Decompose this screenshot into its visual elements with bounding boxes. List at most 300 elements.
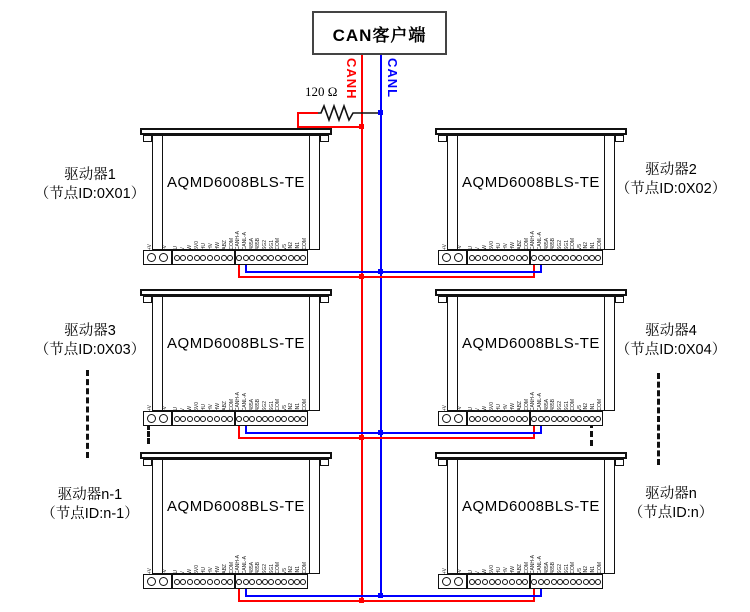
terminal-screw — [489, 255, 495, 261]
driver-node-id: （节点ID:0X01） — [34, 186, 146, 202]
pin-label — [557, 222, 564, 250]
pin-label — [193, 222, 200, 250]
terminal-screw — [147, 253, 156, 262]
terminal-screw — [174, 255, 180, 261]
pin-label — [537, 222, 544, 250]
pin-label-text: W — [481, 569, 488, 574]
terminal-screw — [214, 416, 220, 422]
pin-label-text: ABZ — [516, 564, 523, 574]
pin-label — [193, 383, 200, 411]
canl-label: CANL — [385, 58, 400, 99]
terminal-screw — [522, 255, 528, 261]
pin-label-text: SG2 — [556, 239, 563, 250]
terminal-screw — [576, 255, 582, 261]
terminal-screw — [221, 255, 227, 261]
pin-label — [179, 222, 186, 250]
driver-flange-bracket-left — [143, 135, 152, 142]
pin-label — [516, 222, 523, 250]
terminal-screw — [194, 579, 200, 585]
pin-label — [550, 546, 557, 574]
terminal-screw — [531, 255, 537, 261]
terminal-screw — [475, 255, 481, 261]
terminal-screw — [557, 255, 563, 261]
pin-label-text: W — [481, 245, 488, 250]
terminal-block-motor — [467, 250, 530, 265]
terminal-screw — [243, 579, 249, 585]
pin-label — [288, 222, 295, 250]
driver-node-id: （节点ID:n-1） — [41, 506, 139, 522]
pin-label-text: IN1 — [295, 403, 302, 411]
pin-label-group-signal — [530, 383, 603, 411]
terminal-screw — [495, 579, 501, 585]
pin-label-text: 485A — [248, 238, 255, 250]
canl-junction-dot — [378, 593, 383, 598]
terminal-screw — [262, 255, 268, 261]
canh-label: CANH — [344, 58, 359, 100]
continuation-dots-left-inner — [147, 424, 150, 444]
pin-label — [172, 383, 179, 411]
terminal-screw — [475, 579, 481, 585]
pin-label — [242, 383, 249, 411]
pin-label — [228, 222, 235, 250]
pin-label-text: CANH-A — [235, 230, 242, 250]
pin-label — [228, 383, 235, 411]
driver-flange-bracket-right — [615, 459, 624, 466]
pin-label-text: -V — [161, 245, 168, 250]
pin-label — [543, 546, 550, 574]
terminal-screw — [489, 416, 495, 422]
canh-bus-line — [361, 55, 363, 602]
terminal-screw — [538, 579, 544, 585]
terminal-screw — [522, 579, 528, 585]
pin-label-text: COM — [523, 238, 530, 250]
canh-junction-dot — [359, 435, 364, 440]
terminal-screw — [563, 255, 569, 261]
pin-label-text: V5 — [576, 404, 583, 411]
terminal-screw — [544, 255, 550, 261]
canh-tap-run — [238, 276, 535, 278]
pin-label — [523, 383, 530, 411]
pin-label — [268, 546, 275, 574]
pin-label-text: +V — [147, 567, 154, 574]
terminal-strip — [143, 411, 308, 426]
terminal-screw — [509, 255, 515, 261]
pin-label-text: COM — [275, 238, 282, 250]
pin-label-text: COM — [570, 238, 577, 250]
terminal-screw — [194, 416, 200, 422]
pin-label — [467, 383, 474, 411]
pin-label — [596, 222, 603, 250]
pin-label-text: CANL-A — [241, 392, 248, 411]
driver-node-id: （节点ID:0X02） — [615, 181, 727, 197]
pin-label-text: HU — [200, 242, 207, 250]
terminal-block-power — [143, 411, 172, 426]
pin-label — [235, 383, 242, 411]
pin-label-text: U — [172, 407, 179, 411]
terminal-block-motor — [467, 574, 530, 589]
pin-label — [537, 383, 544, 411]
terminal-screw — [531, 579, 537, 585]
pin-label — [158, 383, 173, 411]
pin-label — [158, 222, 173, 250]
pin-label — [550, 383, 557, 411]
pin-label — [453, 383, 468, 411]
terminal-screw — [187, 416, 193, 422]
pin-label-text: W — [186, 245, 193, 250]
terminal-strip — [438, 574, 603, 589]
canh-tap-run — [238, 437, 535, 439]
driver-model-label: AQMD6008BLS-TE — [462, 498, 600, 515]
pin-label-text: ABZ — [516, 401, 523, 411]
terminal-block-signal — [235, 574, 308, 589]
pin-label — [275, 546, 282, 574]
pin-label-text: 5V0 — [193, 241, 200, 250]
pin-label-text: +V — [442, 567, 449, 574]
pin-label — [268, 383, 275, 411]
terminal-screw — [454, 253, 463, 262]
terminal-screw — [576, 579, 582, 585]
terminal-screw — [469, 579, 475, 585]
pin-label-text: U — [172, 246, 179, 250]
canh-junction-dot — [359, 274, 364, 279]
driver-caption — [14, 322, 166, 360]
pin-label-group-power — [438, 222, 467, 250]
pin-label — [143, 222, 158, 250]
terminal-screw — [495, 255, 501, 261]
terminal-screw — [275, 416, 281, 422]
terminal-screw — [595, 579, 601, 585]
pin-label — [543, 383, 550, 411]
driver-name: 驱动器1 — [64, 167, 116, 183]
pin-label — [583, 383, 590, 411]
terminal-screw — [502, 255, 508, 261]
driver-flange-bracket-left — [143, 296, 152, 303]
pin-label-text: +V — [442, 243, 449, 250]
terminal-screw — [294, 255, 300, 261]
driver-side-rail-right — [309, 296, 320, 411]
terminal-screw — [159, 577, 168, 586]
driver-model-label: AQMD6008BLS-TE — [167, 174, 305, 191]
terminal-screw — [442, 577, 451, 586]
pin-label-text: 485A — [248, 562, 255, 574]
pin-label-text: W — [186, 406, 193, 411]
terminal-block-power — [438, 250, 467, 265]
pin-label — [295, 222, 302, 250]
terminal-screw — [227, 579, 233, 585]
pin-label-text: SG1 — [268, 400, 275, 411]
pin-label — [295, 383, 302, 411]
pin-label — [438, 546, 453, 574]
pin-label-text: HV — [502, 567, 509, 574]
terminal-screw — [268, 579, 274, 585]
terminal-screw — [174, 416, 180, 422]
continuation-dots-left-outer — [86, 370, 89, 458]
pin-label — [488, 222, 495, 250]
pin-label — [481, 546, 488, 574]
pin-label — [438, 222, 453, 250]
pin-label-text: V — [179, 407, 186, 411]
pin-label — [193, 546, 200, 574]
pin-label-text: IN1 — [590, 242, 597, 250]
pin-label — [583, 222, 590, 250]
pin-label-group-power — [143, 383, 172, 411]
terminal-screw — [256, 255, 262, 261]
terminal-screw — [207, 579, 213, 585]
pin-label-text: IN2 — [583, 403, 590, 411]
driver-flange-bracket-left — [438, 459, 447, 466]
terminal-screw — [288, 255, 294, 261]
pin-label-text: SG1 — [268, 563, 275, 574]
pin-label — [438, 383, 453, 411]
terminal-block-power — [438, 411, 467, 426]
pin-label-text: CANL-A — [241, 231, 248, 250]
pin-label-text: HV — [502, 404, 509, 411]
pin-label — [275, 383, 282, 411]
pin-label-text: HV — [207, 243, 214, 250]
pin-label-text: SG2 — [261, 400, 268, 411]
pin-label-text: SG2 — [261, 239, 268, 250]
canl-tap-run — [245, 432, 542, 434]
terminal-screw — [180, 255, 186, 261]
terminal-screw — [243, 416, 249, 422]
pin-label — [530, 383, 537, 411]
pin-label — [453, 546, 468, 574]
pin-label-group-signal — [235, 222, 308, 250]
pin-label-text: CANL-A — [536, 231, 543, 250]
terminal-screw — [207, 416, 213, 422]
pin-label-text: IN2 — [583, 242, 590, 250]
canl-tap-run — [245, 271, 542, 273]
terminal-screw — [249, 255, 255, 261]
pin-label-text: V — [179, 246, 186, 250]
terminal-screw — [538, 255, 544, 261]
terminal-block-motor — [172, 411, 235, 426]
terminal-screw — [262, 579, 268, 585]
pin-label-text: 5V0 — [488, 565, 495, 574]
pin-label — [255, 222, 262, 250]
terminal-screw — [595, 416, 601, 422]
pin-label-text: COM — [275, 399, 282, 411]
terminal-screw — [147, 577, 156, 586]
pin-label — [453, 222, 468, 250]
terminal-pin-labels — [438, 383, 603, 411]
pin-label — [557, 383, 564, 411]
pin-label — [596, 383, 603, 411]
pin-label-text: HW — [509, 402, 516, 411]
terminal-strip — [438, 411, 603, 426]
pin-label — [583, 546, 590, 574]
terminal-screw — [159, 414, 168, 423]
terminal-screw — [589, 255, 595, 261]
pin-label-text: 5V0 — [488, 402, 495, 411]
pin-label-text: COM — [523, 399, 530, 411]
pin-label-group-power — [438, 546, 467, 574]
terminal-screw — [583, 255, 589, 261]
pin-label-text: HV — [207, 567, 214, 574]
driver-top-flange — [140, 289, 332, 296]
pin-label — [550, 222, 557, 250]
pin-label — [570, 222, 577, 250]
driver-model-label: AQMD6008BLS-TE — [167, 335, 305, 352]
pin-label — [200, 222, 207, 250]
terminal-screw — [249, 579, 255, 585]
terminal-screw — [563, 579, 569, 585]
terminal-pin-labels — [143, 546, 308, 574]
pin-label — [516, 383, 523, 411]
terminal-strip — [143, 574, 308, 589]
pin-label-text: IN1 — [590, 566, 597, 574]
driver-caption — [595, 485, 747, 523]
pin-label-text: V5 — [281, 243, 288, 250]
terminal-screw — [236, 416, 242, 422]
pin-label — [255, 546, 262, 574]
terminal-screw — [281, 579, 287, 585]
resistor-zigzag — [318, 106, 356, 120]
pin-label-text: V — [474, 570, 481, 574]
pin-label-group-signal — [235, 546, 308, 574]
driver-flange-bracket-right — [320, 296, 329, 303]
terminal-screw — [531, 416, 537, 422]
terminal-screw — [180, 579, 186, 585]
pin-label-group-signal — [235, 383, 308, 411]
pin-label-group-motor — [467, 546, 530, 574]
terminal-screw — [300, 579, 306, 585]
pin-label — [481, 383, 488, 411]
pin-label-text: U — [172, 570, 179, 574]
pin-label — [262, 546, 269, 574]
pin-label — [186, 546, 193, 574]
pin-label-text: CANL-A — [241, 555, 248, 574]
pin-label-text: SG1 — [563, 239, 570, 250]
driver-flange-bracket-right — [320, 459, 329, 466]
can-client-box — [312, 11, 447, 55]
pin-label-text: COM — [301, 399, 308, 411]
pin-label-text: 485B — [255, 562, 262, 574]
terminal-block-power — [438, 574, 467, 589]
driver-flange-bracket-left — [438, 135, 447, 142]
canl-junction-dot — [378, 110, 383, 115]
pin-label-text: -V — [456, 245, 463, 250]
canl-junction-dot — [378, 430, 383, 435]
terminal-pin-labels — [143, 383, 308, 411]
pin-label — [495, 222, 502, 250]
pin-label — [530, 546, 537, 574]
driver-name: 驱动器n — [645, 486, 697, 502]
terminal-screw — [589, 416, 595, 422]
terminal-block-power — [143, 250, 172, 265]
terminal-screw — [557, 416, 563, 422]
pin-label-text: COM — [228, 399, 235, 411]
terminal-screw — [236, 255, 242, 261]
resistor-value-label: 120 Ω — [305, 84, 338, 99]
driver-model-label: AQMD6008BLS-TE — [462, 335, 600, 352]
pin-label — [488, 546, 495, 574]
terminal-screw — [563, 416, 569, 422]
driver-model-label: AQMD6008BLS-TE — [462, 174, 600, 191]
pin-label-text: HW — [214, 241, 221, 250]
driver-top-flange — [435, 128, 627, 135]
pin-label — [474, 383, 481, 411]
pin-label-text: V5 — [576, 243, 583, 250]
driver-side-rail-right — [309, 135, 320, 250]
pin-label-text: CANL-A — [536, 392, 543, 411]
pin-label-text: -V — [456, 406, 463, 411]
pin-label — [495, 546, 502, 574]
pin-label-text: CANH-A — [530, 230, 537, 250]
pin-label-text: U — [467, 407, 474, 411]
pin-label-text: SG1 — [268, 239, 275, 250]
pin-label-text: SG2 — [556, 400, 563, 411]
pin-label — [207, 383, 214, 411]
pin-label-text: +V — [147, 243, 154, 250]
terminal-screw — [469, 416, 475, 422]
pin-label — [221, 546, 228, 574]
terminal-screw — [576, 416, 582, 422]
terminal-strip — [143, 250, 308, 265]
driver-name: 驱动器2 — [645, 162, 697, 178]
pin-label-text: V5 — [281, 567, 288, 574]
pin-label-text: ABZ — [221, 401, 228, 411]
pin-label-text: 485B — [550, 562, 557, 574]
pin-label-text: ABZ — [221, 564, 228, 574]
terminal-block-motor — [467, 411, 530, 426]
pin-label-group-motor — [467, 222, 530, 250]
pin-label — [262, 222, 269, 250]
terminal-screw — [214, 579, 220, 585]
pin-label-text: U — [467, 246, 474, 250]
pin-label-text: V5 — [576, 567, 583, 574]
pin-label-text: HW — [509, 565, 516, 574]
pin-label — [262, 383, 269, 411]
pin-label — [502, 383, 509, 411]
pin-label-text: -V — [161, 569, 168, 574]
terminal-screw — [174, 579, 180, 585]
pin-label — [570, 383, 577, 411]
terminal-screw — [227, 255, 233, 261]
pin-label — [495, 383, 502, 411]
terminal-screw — [516, 579, 522, 585]
pin-label — [186, 383, 193, 411]
pin-label — [248, 383, 255, 411]
pin-label — [543, 222, 550, 250]
terminal-screw — [544, 416, 550, 422]
pin-label-text: COM — [570, 562, 577, 574]
pin-label-text: 485A — [543, 238, 550, 250]
terminal-screw — [200, 255, 206, 261]
terminal-screw — [243, 255, 249, 261]
pin-label-text: -V — [161, 406, 168, 411]
terminal-screw — [489, 579, 495, 585]
pin-label — [563, 222, 570, 250]
pin-label-text: V — [474, 246, 481, 250]
pin-label-text: CANH-A — [235, 554, 242, 574]
pin-label-group-power — [143, 222, 172, 250]
pin-label-text: V — [474, 407, 481, 411]
terminal-pin-labels — [143, 222, 308, 250]
terminal-screw — [207, 255, 213, 261]
terminal-screw — [249, 416, 255, 422]
driver-flange-bracket-right — [615, 135, 624, 142]
pin-label-text: +V — [442, 404, 449, 411]
pin-label — [207, 222, 214, 250]
pin-label — [242, 222, 249, 250]
terminal-screw — [294, 416, 300, 422]
pin-label — [143, 383, 158, 411]
pin-label-text: COM — [596, 562, 603, 574]
terminal-screw — [557, 579, 563, 585]
terminal-screw — [595, 255, 601, 261]
terminal-screw — [194, 255, 200, 261]
